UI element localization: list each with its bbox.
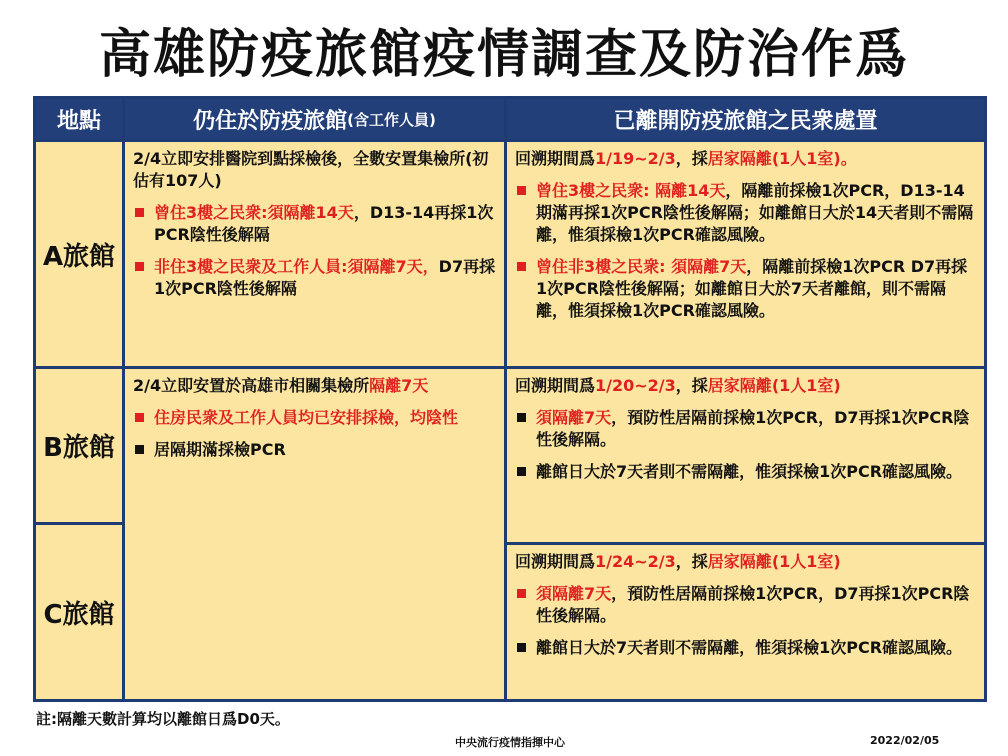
b-left-cell <box>507 369 984 542</box>
a-stay-bullet-2 <box>133 256 496 300</box>
black-square-icon <box>517 413 526 422</box>
trace-mid: ，採 <box>675 552 708 571</box>
red-square-icon <box>135 208 144 217</box>
a-left-bullet-2 <box>515 256 976 322</box>
b-left-b1-highlight: 須隔離7天 <box>536 408 612 427</box>
a-stay-b2-text: D7再採1次PCR陰性後解隔 <box>154 257 496 298</box>
a-left-b2-text: ，隔離前採檢1次PCR D7再採1次PCR陰性後解隔；如離館日大於7天者離館，則不需隔離，惟須採檢1次PCR確認風險。 <box>536 257 968 320</box>
trace-mid: ，採 <box>675 376 708 395</box>
bc-stay-cell <box>125 369 504 699</box>
trace-mid: ，採 <box>675 149 708 168</box>
bc-stay-b2-text: 居隔期滿採檢PCR <box>154 440 286 459</box>
c-left-bullet-1 <box>515 583 976 627</box>
row-label-a-text: A旅館 <box>42 241 116 272</box>
publish-date: 2022/02/05 <box>870 734 940 747</box>
trace-suffix: (1人1室) <box>771 552 841 571</box>
row-label-c-text: C旅館 <box>43 599 115 630</box>
header-location <box>36 99 122 139</box>
c-left-b1-text: ，預防性居隔前採檢1次PCR，D7再採1次PCR陰性後解隔。 <box>536 584 970 625</box>
bc-stay-intro-text: 2/4立即安置於高雄市相關集檢所 <box>133 376 370 395</box>
header-left-hotel-label: 已離開防疫旅館之民衆處置 <box>613 108 878 134</box>
red-square-icon <box>135 413 144 422</box>
bc-stay-bullet-2 <box>133 439 496 461</box>
row-label-c <box>36 525 122 699</box>
trace-prefix: 回溯期間爲 <box>515 552 596 571</box>
a-stay-bullet-1 <box>133 202 496 246</box>
red-square-icon <box>517 186 526 195</box>
a-left-b1-text: ，隔離前採檢1次PCR，D13-14期滿再採1次PCR陰性後解隔；如離館日大於14天者則不需隔離，惟須採檢1次PCR確認風險。 <box>536 181 974 244</box>
a-left-trace <box>515 148 976 170</box>
row-label-b-text: B旅館 <box>43 433 115 463</box>
agency-name: 中央流行疫情指揮中心 <box>455 736 565 749</box>
a-left-cell <box>507 142 984 366</box>
trace-home-quarantine: 居家隔離 <box>707 149 772 168</box>
c-left-bullet-2 <box>515 637 976 659</box>
bc-stay-bullet-1 <box>133 407 496 429</box>
b-left-bullet-2 <box>515 461 976 483</box>
black-square-icon <box>135 445 144 454</box>
b-left-b2-text: 離館日大於7天者則不需隔離，惟須採檢1次PCR確認風險。 <box>536 462 963 481</box>
a-left-b1-highlight: 曾住3樓之民衆: 隔離14天 <box>536 181 726 200</box>
trace-prefix: 回溯期間爲 <box>515 149 596 168</box>
bc-stay-intro-highlight: 隔離7天 <box>369 376 429 395</box>
info-table <box>33 96 987 702</box>
trace-dates: 1/19~2/3 <box>595 149 676 168</box>
a-left-bullet-1 <box>515 180 976 246</box>
red-square-icon <box>517 589 526 598</box>
b-left-b1-text: ，預防性居隔前採檢1次PCR，D7再採1次PCR陰性後解隔。 <box>536 408 970 449</box>
red-square-icon <box>135 262 144 271</box>
c-left-b1-highlight: 須隔離7天 <box>536 584 612 603</box>
footnote: 註:隔離天數計算均以離館日爲D0天。 <box>36 710 290 728</box>
c-left-b2-text: 離館日大於7天者則不需隔離，惟須採檢1次PCR確認風險。 <box>536 638 963 657</box>
b-left-bullet-1 <box>515 407 976 451</box>
a-left-b2-highlight: 曾住非3樓之民衆: 須隔離7天 <box>536 257 747 276</box>
bc-stay-intro <box>133 375 496 397</box>
bc-stay-b1-highlight: 住房民衆及工作人員均已安排採檢，均陰性 <box>154 408 459 427</box>
page-title: 高雄防疫旅館疫情調查及防治作爲 <box>98 25 909 85</box>
red-square-icon <box>517 262 526 271</box>
trace-dates: 1/24~2/3 <box>595 552 676 571</box>
trace-home-quarantine: 居家隔離 <box>707 376 772 395</box>
c-left-trace <box>515 551 976 573</box>
b-left-trace <box>515 375 976 397</box>
a-stay-cell <box>125 142 504 366</box>
header-still-staying-sub: (含工作人員) <box>347 110 436 129</box>
header-left-hotel <box>507 99 984 139</box>
header-still-staying-label: 仍住於防疫旅館 <box>193 108 348 134</box>
trace-suffix: (1人1室) <box>771 376 841 395</box>
trace-prefix: 回溯期間爲 <box>515 376 596 395</box>
header-location-label: 地點 <box>56 108 101 134</box>
trace-home-quarantine: 居家隔離 <box>707 552 772 571</box>
header-still-staying <box>125 99 504 139</box>
black-square-icon <box>517 467 526 476</box>
c-left-cell <box>507 545 984 699</box>
trace-dates: 1/20~2/3 <box>595 376 676 395</box>
a-stay-intro: 2/4立即安排醫院到點採檢後，全數安置集檢所(初估有107人) <box>133 149 489 190</box>
black-square-icon <box>517 643 526 652</box>
trace-suffix: (1人1室)。 <box>771 149 857 168</box>
a-stay-b1-text: ，D13-14再採1次PCR陰性後解隔 <box>154 203 494 244</box>
a-stay-b1-highlight: 曾住3樓之民衆:須隔離14天 <box>154 203 354 222</box>
a-stay-b2-highlight: 非住3樓之民衆及工作人員:須隔離7天， <box>154 257 439 276</box>
row-label-a <box>36 142 122 366</box>
row-label-b <box>36 369 122 522</box>
